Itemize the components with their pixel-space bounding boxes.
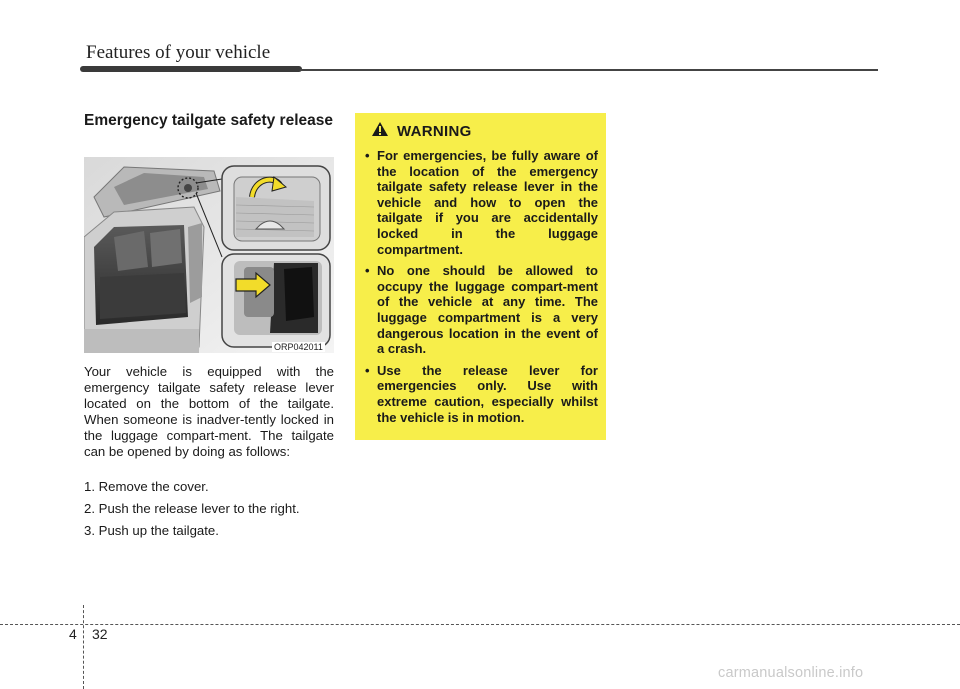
warning-item-text: Use the release lever for emergencies only. Use with extreme caution, especially whilst the vehicle is in motion. <box>377 362 598 425</box>
bullet: • <box>365 362 370 378</box>
footer-vertical-divider <box>83 605 84 689</box>
bullet: • <box>365 263 370 279</box>
warning-item-text: For emergencies, be fully aware of the location of the emergency tailgate safety release lever in the vehicle and how to open the tailgate if you are accidentally locked in the luggage compartment. <box>377 148 598 257</box>
warning-title: WARNING <box>397 123 472 140</box>
step-item: 3. Push up the tailgate. <box>84 523 219 538</box>
bullet: • <box>365 148 370 163</box>
body-paragraph <box>84 364 334 460</box>
footer-divider <box>0 624 960 625</box>
warning-triangle-icon <box>371 121 389 142</box>
watermark: carmanualsonline.info <box>718 665 864 681</box>
tailgate-illustration <box>84 157 334 353</box>
warning-box <box>355 113 606 440</box>
warning-header <box>371 121 598 142</box>
header-rule-thin <box>300 69 878 71</box>
warning-list <box>365 148 598 425</box>
warning-item <box>365 363 598 425</box>
header-rule-thick <box>80 66 302 72</box>
figure-code: ORP042011 <box>274 342 323 352</box>
tailgate-illustration-drawing <box>84 157 334 353</box>
page-chapter: 4 <box>69 626 77 642</box>
warning-item <box>365 148 598 257</box>
section-title: Emergency tailgate safety release <box>84 112 333 129</box>
warning-item-text: No one should be allowed to occupy the luggage compart-ment of the vehicle at any time. The luggage compartment is a very dangerous location in the event of a crash. <box>377 263 598 357</box>
warning-item <box>365 263 598 357</box>
header-title: Features of your vehicle <box>86 42 271 63</box>
step-item: 2. Push the release lever to the right. <box>84 501 300 516</box>
step-item: 1. Remove the cover. <box>84 479 209 494</box>
body-paragraph-text: Your vehicle is equipped with the emergency tailgate safety release lever located on the bottom of the tailgate. When someone is inadver-tently locked in the luggage compart-ment. The tailgate can be opened by doing as follows: <box>84 364 334 459</box>
page-number: 32 <box>92 626 108 642</box>
steps-list <box>84 479 344 545</box>
